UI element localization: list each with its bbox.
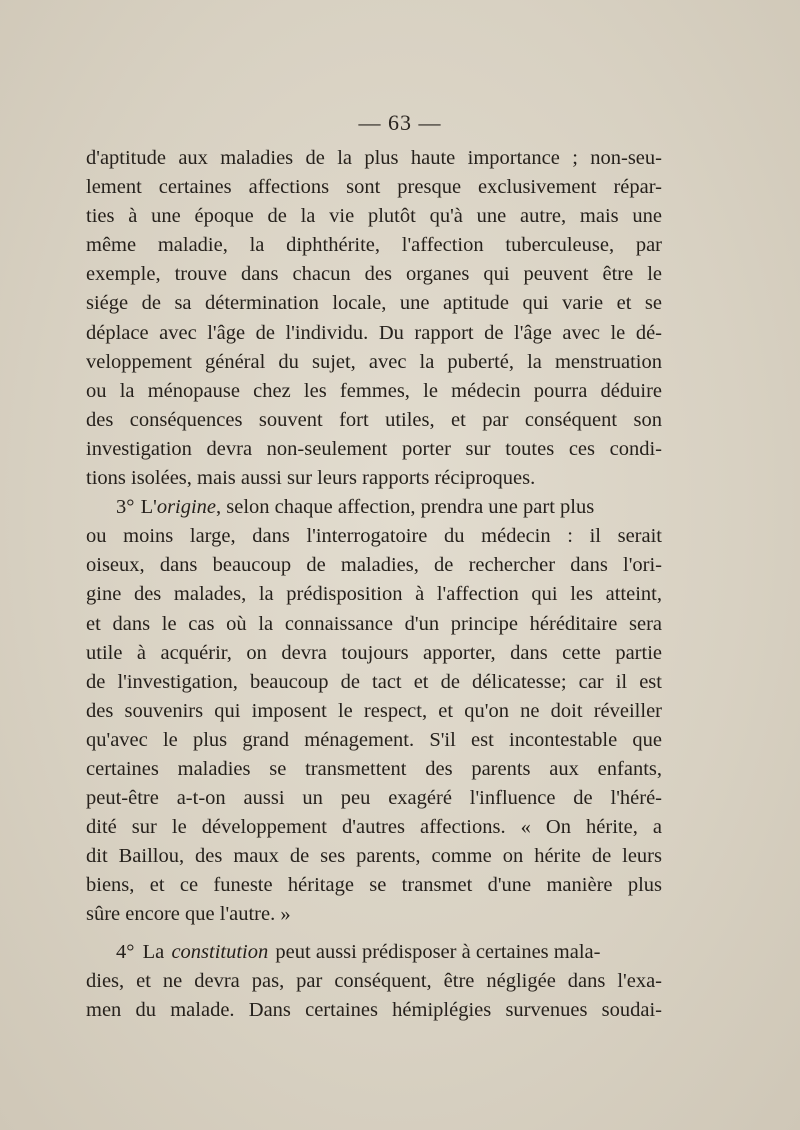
section-article: La (142, 940, 165, 963)
text-line: de l'investigation, beaucoup de tact et de délicatesse; car il est (86, 670, 662, 693)
text-line: veloppement général du sujet, avec la puberté, la menstruation (86, 350, 662, 373)
text-line: peut-être a-t-on aussi un peu exagéré l'influence de l'héré- (86, 787, 662, 810)
section-term: constitution (171, 940, 269, 963)
text-line: ties à une époque de la vie plutôt qu'à une autre, mais une (86, 205, 662, 228)
paragraph-age (86, 144, 662, 493)
text-line: investigation devra non-seulement porter sur toutes ces condi- (86, 437, 662, 460)
text-line: sûre encore que l'autre. » (86, 903, 291, 926)
text-line: certaines maladies se transmettent des parents aux enfants, (86, 757, 662, 780)
body-text (86, 144, 662, 1025)
text-line: exemple, trouve dans chacun des organes qui peuvent être le (86, 263, 662, 286)
paragraph-first-line (86, 938, 662, 967)
text-line: des conséquences souvent fort utiles, et par conséquent son (86, 408, 662, 431)
text-line: d'aptitude aux maladies de la plus haute importance ; non-seu- (86, 147, 662, 169)
text-line: tions isolées, mais aussi sur leurs rapports réciproques. (86, 467, 536, 490)
paragraph-constitution (86, 938, 662, 1025)
paragraph-first-line (86, 493, 662, 522)
section-number: 3° (116, 496, 135, 519)
section-number: 4° (116, 940, 135, 963)
text-line: gine des malades, la prédisposition à l'affection qui les atteint, (86, 583, 662, 606)
text-line: men du malade. Dans certaines hémiplégies survenues soudai- (86, 998, 662, 1021)
section-rest: peut aussi prédisposer à certaines mala- (275, 940, 601, 963)
text-line: dité sur le développement d'autres affections. « On hérite, a (86, 816, 662, 839)
paragraph-origin (86, 493, 662, 929)
text-line: lement certaines affections sont presque exclusivement répar- (86, 176, 662, 199)
text-line: des souvenirs qui imposent le respect, et qu'on ne doit réveiller (86, 699, 662, 722)
text-line: ou moins large, dans l'interrogatoire du médecin : il serait (86, 525, 662, 548)
text-line: dit Baillou, des maux de ses parents, comme on hérite de leurs (86, 845, 662, 868)
text-line: ou la ménopause chez les femmes, le médecin pourra déduire (86, 379, 662, 402)
text-line: et dans le cas où la connaissance d'un principe héréditaire sera (86, 612, 662, 635)
text-line: qu'avec le plus grand ménagement. S'il est incontestable que (86, 728, 662, 751)
text-line: biens, et ce funeste héritage se transmet d'une manière plus (86, 874, 662, 897)
text-line: siége de sa détermination locale, une aptitude qui varie et se (86, 292, 662, 315)
text-line: oiseux, dans beaucoup de maladies, de rechercher dans l'ori- (86, 554, 662, 577)
text-line: utile à acquérir, on devra toujours apporter, dans cette partie (86, 641, 662, 664)
text-line: dies, et ne devra pas, par conséquent, être négligée dans l'exa- (86, 969, 662, 992)
text-line: même maladie, la diphthérite, l'affection tuberculeuse, par (86, 234, 662, 257)
section-term: origine (156, 496, 217, 519)
paragraph-gap (86, 930, 662, 938)
section-rest: , selon chaque affection, prendra une part plus (216, 496, 595, 519)
text-line: déplace avec l'âge de l'individu. Du rapport de l'âge avec le dé- (86, 321, 662, 344)
section-article: L' (140, 496, 157, 519)
page-number: — 63 — (358, 110, 442, 135)
